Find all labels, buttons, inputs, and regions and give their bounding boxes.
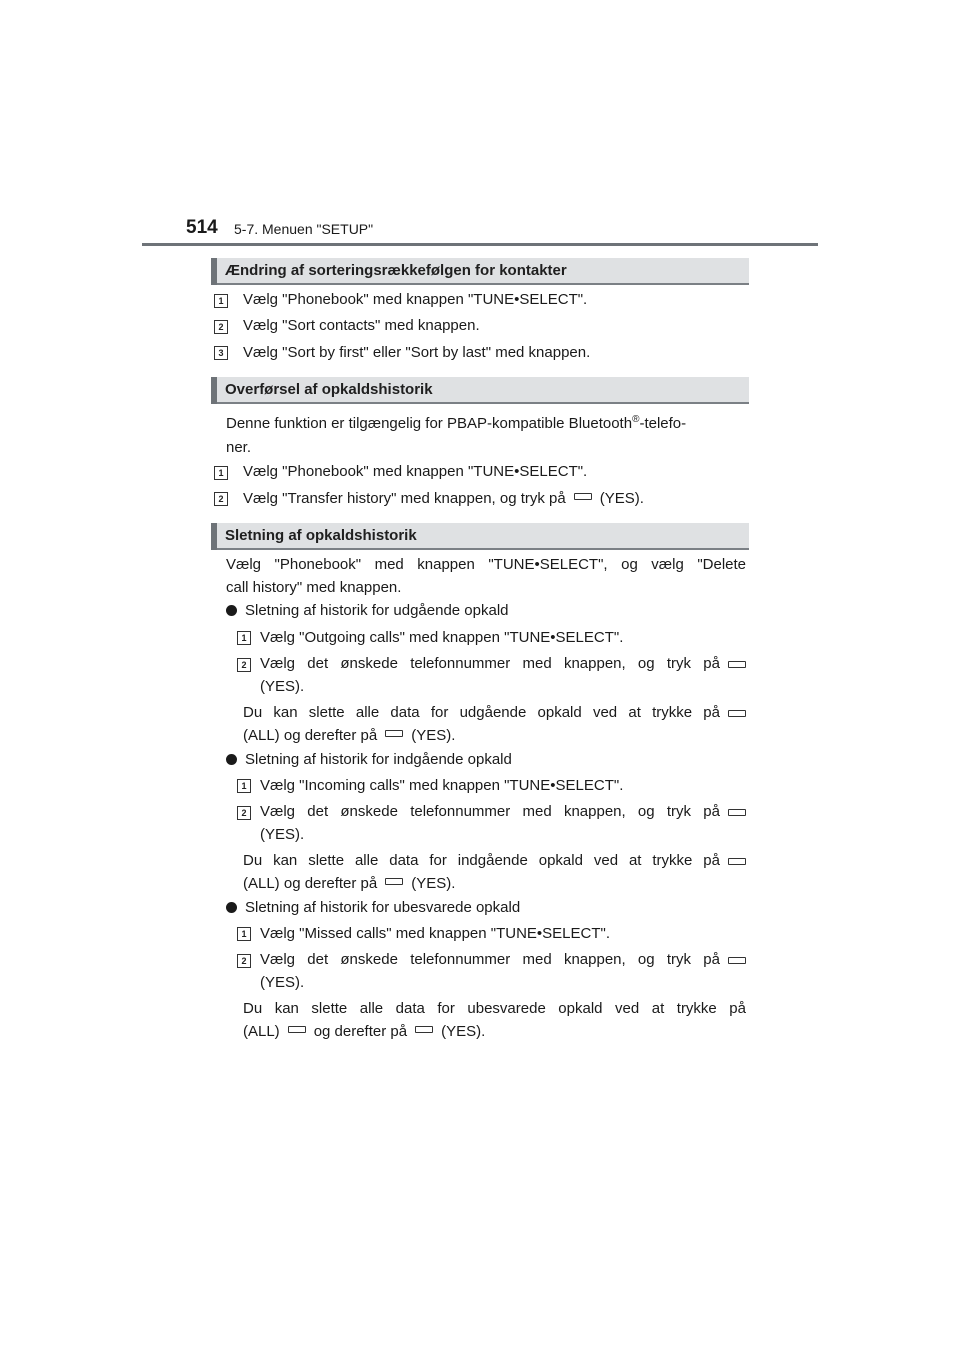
- intro-text: -telefo-: [639, 415, 687, 432]
- section-heading-delete: [211, 523, 749, 550]
- bullet-dot: [226, 902, 237, 913]
- intro-paragraph: [226, 412, 746, 436]
- button-icon: [728, 809, 746, 816]
- section-title: Overførsel af opkaldshistorik: [225, 381, 433, 398]
- step-number: 1: [237, 631, 251, 645]
- step-text: Vælg "Phonebook" med knappen "TUNE•SELECT".: [243, 291, 588, 308]
- delete-intro-line1: Vælg "Phonebook" med knappen "TUNE•SELECT", og vælg "Delete: [226, 556, 746, 573]
- bullet-dot: [226, 754, 237, 765]
- button-icon: [288, 1026, 306, 1033]
- bullet-missed: [226, 896, 520, 920]
- section-title: Sletning af opkaldshistorik: [225, 527, 417, 544]
- bullet-text: Sletning af historik for ubesvarede opkald: [245, 899, 521, 916]
- header-rule: [142, 243, 818, 246]
- step-number: 1: [214, 466, 228, 480]
- step-number: 1: [214, 294, 228, 308]
- step-text: Vælg "Phonebook" med knappen "TUNE•SELECT".: [243, 463, 588, 480]
- note-text-continued: [243, 724, 455, 748]
- page-number: 514: [186, 217, 218, 238]
- step-text-part: (YES).: [599, 490, 644, 507]
- step-text-continued: (YES).: [260, 678, 305, 695]
- note-text-continued: [243, 872, 455, 896]
- section-title: Ændring af sorteringsrækkefølgen for kontakter: [225, 262, 567, 279]
- note-text: [243, 701, 746, 725]
- step-text: [243, 487, 644, 511]
- note-text-part: (ALL) og derefter på: [243, 875, 378, 892]
- bullet-text: Sletning af historik for udgående opkald: [245, 602, 509, 619]
- note-text-part: (ALL): [243, 1023, 280, 1040]
- intro-text: Denne funktion er tilgængelig for PBAP-kompatible Bluetooth: [226, 415, 633, 432]
- bullet-text: Sletning af historik for indgående opkald: [245, 751, 512, 768]
- bullet-incoming: [226, 748, 512, 772]
- step-text-part: Vælg det ønskede telefonnummer med knappen, og tryk på: [260, 803, 720, 820]
- bullet-outgoing: [226, 599, 509, 623]
- button-icon: [728, 957, 746, 964]
- note-text-part: (ALL) og derefter på: [243, 727, 378, 744]
- intro-continued: ner.: [226, 439, 252, 456]
- button-icon: [385, 730, 403, 737]
- section-heading-transfer: [211, 377, 749, 404]
- step-text-part: Vælg det ønskede telefonnummer med knappen, og tryk på: [260, 951, 720, 968]
- step-text: Vælg "Missed calls" med knappen "TUNE•SELECT".: [260, 925, 611, 942]
- step-number: 2: [214, 320, 228, 334]
- step-text-continued: (YES).: [260, 826, 305, 843]
- note-text-continued: [243, 1020, 485, 1044]
- section-heading-sort: [211, 258, 749, 285]
- button-icon: [728, 710, 746, 717]
- step-number: 2: [237, 806, 251, 820]
- step-text: Vælg "Sort contacts" med knappen.: [243, 317, 480, 334]
- step-number: 2: [237, 954, 251, 968]
- button-icon: [728, 858, 746, 865]
- step-text-part: Vælg det ønskede telefonnummer med knappen, og tryk på: [260, 655, 720, 672]
- step-number: 3: [214, 346, 228, 360]
- note-text-part: (YES).: [411, 875, 456, 892]
- button-icon: [728, 661, 746, 668]
- delete-intro-line2: call history" med knappen.: [226, 579, 402, 596]
- note-text-part: Du kan slette alle data for udgående opkald ved at trykke på: [243, 704, 720, 721]
- step-number: 1: [237, 779, 251, 793]
- button-icon: [574, 493, 592, 500]
- bullet-dot: [226, 605, 237, 616]
- step-text: Vælg "Sort by first" eller "Sort by last" med knappen.: [243, 344, 591, 361]
- step-text: Vælg "Incoming calls" med knappen "TUNE•SELECT".: [260, 777, 624, 794]
- button-icon: [385, 878, 403, 885]
- note-text-part: og derefter på: [313, 1023, 408, 1040]
- step-text: [260, 948, 746, 972]
- note-text: Du kan slette alle data for ubesvarede opkald ved at trykke på: [243, 1000, 746, 1017]
- note-text-part: (YES).: [441, 1023, 486, 1040]
- step-text-continued: (YES).: [260, 974, 305, 991]
- step-text: [260, 800, 746, 824]
- step-text: [260, 652, 746, 676]
- step-number: 2: [237, 658, 251, 672]
- step-text-part: Vælg "Transfer history" med knappen, og tryk på: [243, 490, 566, 507]
- note-text: [243, 849, 746, 873]
- registered-mark: ®: [632, 414, 640, 425]
- button-icon: [415, 1026, 433, 1033]
- note-text-part: (YES).: [411, 727, 456, 744]
- step-number: 1: [237, 927, 251, 941]
- chapter-title: 5-7. Menuen "SETUP": [234, 221, 374, 237]
- step-number: 2: [214, 492, 228, 506]
- step-text: Vælg "Outgoing calls" med knappen "TUNE•SELECT".: [260, 629, 624, 646]
- note-text-part: Du kan slette alle data for indgående opkald ved at trykke på: [243, 852, 720, 869]
